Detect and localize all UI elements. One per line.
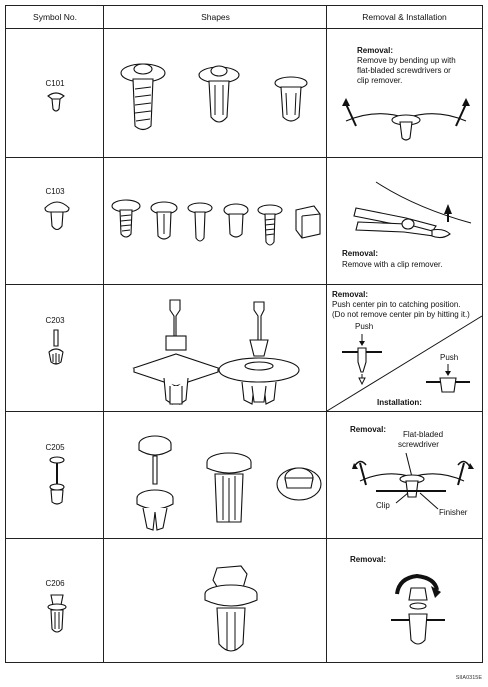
figure-code: SIIA0315E	[455, 675, 482, 681]
row-divider	[6, 538, 482, 539]
removal-text-c203-line1: Push center pin to catching position.	[332, 300, 461, 309]
callout-clip: Clip	[376, 501, 390, 510]
clip-c101-icon	[46, 90, 66, 114]
removal-text-c101-line2: flat-bladed screwdrivers or	[357, 66, 451, 75]
clip-remover-tool-illustration	[336, 178, 476, 248]
clip-c205-icon	[48, 456, 66, 506]
clip-table	[5, 5, 483, 663]
row-divider	[6, 284, 482, 285]
callout-finisher: Finisher	[439, 508, 468, 517]
clip-c203-icon	[48, 328, 64, 368]
removal-text-c203-line2: (Do not remove center pin by hitting it.)	[332, 310, 470, 319]
symbol-c206: C206	[45, 579, 65, 588]
removal-text-c101-line3: clip remover.	[357, 76, 403, 85]
clip-shapes-c205-icon	[131, 424, 326, 534]
row-divider	[6, 411, 482, 412]
push-removal-illustration	[336, 332, 486, 402]
header-symbol-no: Symbol No.	[33, 12, 77, 22]
removal-title-c101: Removal:	[357, 46, 394, 55]
symbol-c205: C205	[45, 443, 65, 452]
row-divider	[6, 157, 482, 158]
removal-title-c205: Removal:	[350, 425, 387, 434]
removal-title-c103: Removal:	[342, 249, 379, 258]
removal-text-c103: Remove with a clip remover.	[342, 260, 443, 269]
push-label-left: Push	[355, 322, 374, 331]
header-shapes: Shapes	[201, 12, 230, 22]
removal-title-c206: Removal:	[350, 555, 387, 564]
callout-flat-bladed: Flat-bladed	[403, 430, 444, 439]
removal-title-c203: Removal:	[332, 290, 369, 299]
removal-c101-illustration	[336, 96, 476, 146]
clip-shapes-c206-icon	[201, 564, 261, 664]
symbol-c101: C101	[45, 79, 65, 88]
clip-shapes-c101-icon	[111, 51, 321, 141]
push-label-right: Push	[440, 353, 459, 362]
clip-c103-icon	[44, 198, 70, 234]
header-removal-installation: Removal & Installation	[362, 12, 447, 22]
row-divider	[6, 28, 482, 29]
clip-shapes-c203-icon	[118, 296, 323, 406]
removal-c206-illustration	[391, 568, 451, 658]
column-divider	[103, 6, 104, 662]
callout-screwdriver: screwdriver	[398, 440, 439, 449]
clip-c206-icon	[47, 593, 67, 637]
symbol-c203: C203	[45, 316, 65, 325]
symbol-c103: C103	[45, 187, 65, 196]
removal-text-c101-line1: Remove by bending up with	[357, 56, 456, 65]
clip-shapes-c103-icon	[110, 196, 325, 256]
installation-title-c203: Installation:	[377, 398, 422, 407]
